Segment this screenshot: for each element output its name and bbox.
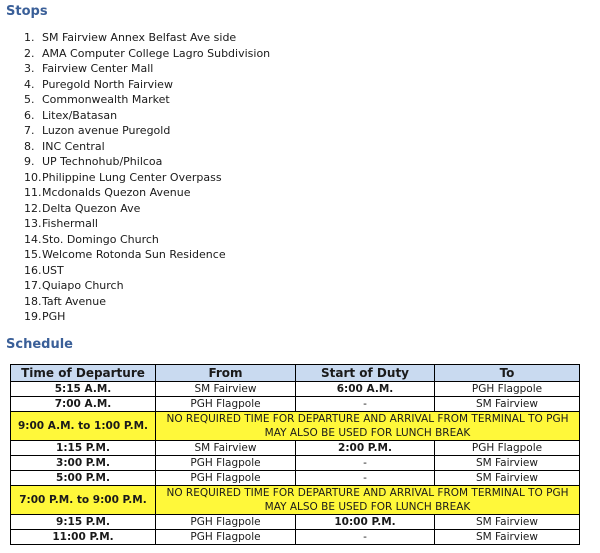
departure-cell: 9:15 P.M. [11, 515, 156, 530]
stop-number: 13. [24, 217, 42, 230]
table-row [11, 471, 580, 486]
stop-number: 18. [24, 294, 42, 308]
list-item [24, 92, 270, 108]
from-cell: PGH Flagpole [156, 471, 296, 486]
stop-number: 17. [24, 279, 42, 292]
table-row [11, 441, 580, 456]
stop-number: 12. [24, 201, 42, 215]
table-row [11, 456, 580, 471]
list-item [24, 30, 270, 46]
stop-label: Fairview Center Mall [42, 62, 154, 75]
stop-label: AMA Computer College Lagro Subdivision [42, 46, 271, 60]
departure-cell: 1:15 P.M. [11, 441, 156, 456]
list-item [24, 61, 270, 77]
table-row-note [11, 412, 580, 441]
stop-number: 5. [24, 93, 35, 106]
stop-number: 7. [24, 124, 35, 137]
stop-label: Luzon avenue Puregold [42, 124, 171, 137]
to-cell: SM Fairview [435, 515, 580, 530]
list-item [24, 46, 270, 62]
departure-cell: 9:00 A.M. to 1:00 P.M. [11, 412, 156, 441]
from-cell: SM Fairview [156, 382, 296, 397]
stops-list [24, 30, 270, 325]
duty-cell: 10:00 P.M. [296, 515, 435, 530]
note-line: NO REQUIRED TIME FOR DEPARTURE AND ARRIVAL FROM TERMINAL TO PGH [166, 487, 569, 499]
stop-label: Quiapo Church [42, 279, 124, 292]
list-item [24, 170, 270, 186]
stop-label: Sto. Domingo Church [42, 232, 159, 246]
list-item [24, 108, 270, 124]
table-row [11, 530, 580, 545]
from-cell: PGH Flagpole [156, 397, 296, 412]
to-cell: SM Fairview [435, 456, 580, 471]
table-row-note [11, 486, 580, 515]
list-item [24, 139, 270, 155]
departure-cell: 7:00 A.M. [11, 397, 156, 412]
duty-cell: - [296, 530, 435, 545]
list-item [24, 278, 270, 294]
stop-label: SM Fairview Annex Belfast Ave side [42, 31, 237, 44]
duty-cell: - [296, 471, 435, 486]
stop-number: 4. [24, 77, 35, 91]
to-cell: PGH Flagpole [435, 441, 580, 456]
list-item [24, 154, 270, 170]
column-header-duty: Start of Duty [296, 365, 435, 382]
note-line: MAY ALSO BE USED FOR LUNCH BREAK [264, 427, 471, 439]
list-item [24, 185, 270, 201]
departure-cell: 5:00 P.M. [11, 471, 156, 486]
duty-cell: - [296, 397, 435, 412]
table-row [11, 382, 580, 397]
departure-cell: 5:15 A.M. [11, 382, 156, 397]
duty-cell: - [296, 456, 435, 471]
stop-label: Delta Quezon Ave [42, 201, 141, 215]
stop-label: Litex/Batasan [42, 108, 118, 122]
to-cell: SM Fairview [435, 471, 580, 486]
stop-label: INC Central [42, 139, 105, 153]
stop-label: PGH [42, 310, 66, 323]
note-cell [156, 486, 580, 515]
list-item [24, 232, 270, 248]
stop-number: 14. [24, 232, 42, 246]
duty-cell: 6:00 A.M. [296, 382, 435, 397]
stop-number: 15. [24, 248, 42, 261]
list-item [24, 247, 270, 263]
stop-number: 19. [24, 310, 42, 323]
stop-number: 16. [24, 263, 42, 277]
list-item [24, 123, 270, 139]
table-header-row [11, 365, 580, 382]
column-header-to: To [435, 365, 580, 382]
stop-label: Taft Avenue [42, 294, 106, 308]
column-header-from: From [156, 365, 296, 382]
stop-label: UST [42, 263, 64, 277]
stop-number: 6. [24, 108, 35, 122]
note-cell [156, 412, 580, 441]
table-row [11, 515, 580, 530]
from-cell: PGH Flagpole [156, 456, 296, 471]
to-cell: PGH Flagpole [435, 382, 580, 397]
to-cell: SM Fairview [435, 530, 580, 545]
list-item [24, 294, 270, 310]
stop-number: 9. [24, 155, 35, 168]
list-item [24, 263, 270, 279]
schedule-heading: Schedule [6, 337, 73, 352]
stop-number: 2. [24, 46, 35, 60]
duty-cell: 2:00 P.M. [296, 441, 435, 456]
to-cell: SM Fairview [435, 397, 580, 412]
from-cell: PGH Flagpole [156, 530, 296, 545]
from-cell: PGH Flagpole [156, 515, 296, 530]
column-header-departure: Time of Departure [11, 365, 156, 382]
from-cell: SM Fairview [156, 441, 296, 456]
list-item [24, 309, 270, 325]
stop-label: Mcdonalds Quezon Avenue [42, 186, 191, 199]
table-row [11, 397, 580, 412]
stop-number: 8. [24, 139, 35, 153]
stops-heading: Stops [6, 4, 48, 19]
list-item [24, 216, 270, 232]
stop-label: UP Technohub/Philcoa [42, 155, 163, 168]
stop-number: 10. [24, 170, 42, 184]
stop-label: Puregold North Fairview [42, 77, 173, 91]
list-item [24, 201, 270, 217]
departure-cell: 3:00 P.M. [11, 456, 156, 471]
departure-cell: 7:00 P.M. to 9:00 P.M. [11, 486, 156, 515]
note-line: NO REQUIRED TIME FOR DEPARTURE AND ARRIVAL FROM TERMINAL TO PGH [166, 413, 569, 425]
stop-number: 1. [24, 31, 35, 44]
stop-number: 3. [24, 62, 35, 75]
departure-cell: 11:00 P.M. [11, 530, 156, 545]
stop-label: Commonwealth Market [42, 93, 170, 106]
note-line: MAY ALSO BE USED FOR LUNCH BREAK [264, 501, 471, 513]
stop-label: Philippine Lung Center Overpass [42, 170, 222, 184]
schedule-table [10, 364, 580, 545]
stop-label: Fishermall [42, 217, 98, 230]
stop-label: Welcome Rotonda Sun Residence [42, 248, 226, 261]
list-item [24, 77, 270, 93]
stop-number: 11. [24, 186, 42, 199]
